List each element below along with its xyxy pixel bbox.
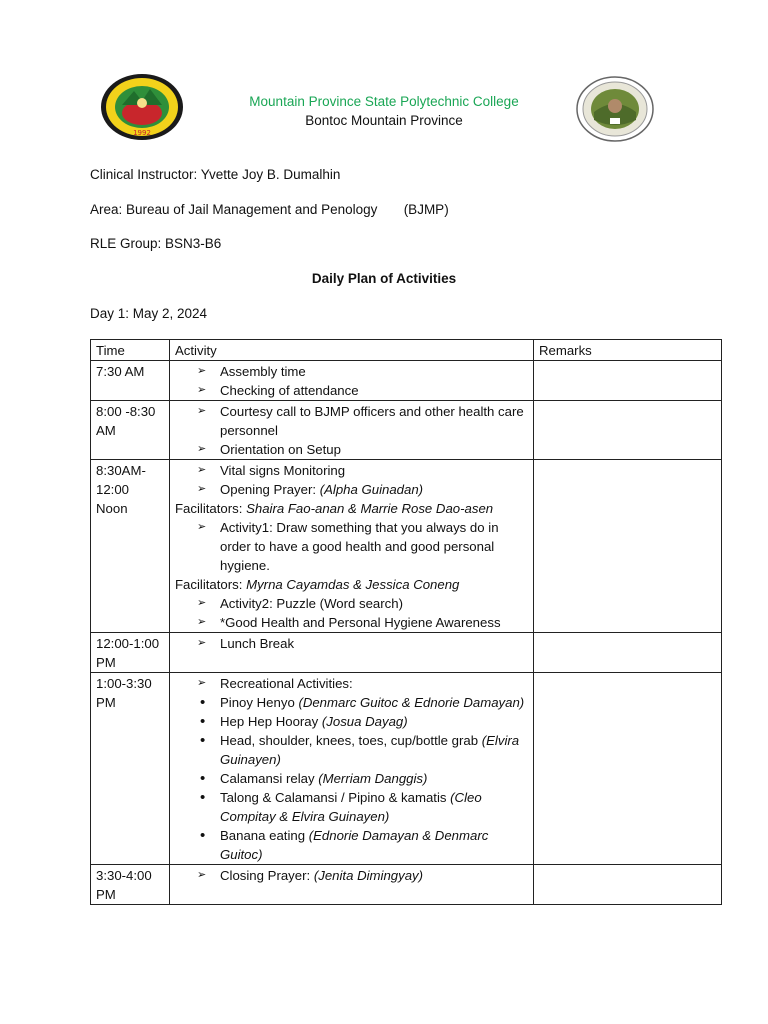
activity-item bbox=[175, 518, 528, 575]
table-row bbox=[91, 865, 722, 905]
rle-group: RLE Group: BSN3-B6 bbox=[90, 236, 222, 251]
arrow-bullet-icon: ➢ bbox=[197, 384, 207, 396]
activity-item bbox=[175, 480, 528, 499]
header-remarks: Remarks bbox=[534, 340, 722, 361]
arrow-bullet-icon: ➢ bbox=[197, 365, 207, 377]
table-header-row bbox=[91, 340, 722, 361]
facilitators-line bbox=[175, 499, 528, 518]
activity-cell bbox=[170, 401, 534, 460]
arrow-bullet-icon: ➢ bbox=[197, 637, 207, 649]
item-text: Banana eating bbox=[220, 828, 309, 843]
activity-item bbox=[175, 674, 528, 693]
arrow-bullet-icon: ➢ bbox=[197, 597, 207, 609]
activity-item bbox=[175, 381, 528, 400]
item-text: Vital signs Monitoring bbox=[220, 463, 346, 478]
arrow-bullet-icon: ➢ bbox=[197, 521, 207, 533]
arrow-bullet-icon: ➢ bbox=[197, 405, 207, 417]
activities-table bbox=[90, 339, 722, 905]
arrow-bullet-icon: ➢ bbox=[197, 483, 207, 495]
item-text: Facilitators: bbox=[175, 501, 247, 516]
time-cell: 8:30AM-12:00 Noon bbox=[91, 460, 170, 633]
arrow-bullet-icon: ➢ bbox=[197, 443, 207, 455]
item-text: Calamansi relay bbox=[220, 771, 319, 786]
item-names: (Jenita Dimingyay) bbox=[313, 868, 424, 883]
activity-item bbox=[175, 731, 528, 769]
activity-item bbox=[175, 769, 528, 788]
activity-item bbox=[175, 461, 528, 480]
college-location: Bontoc Mountain Province bbox=[305, 113, 463, 128]
item-text: Courtesy call to BJMP officers and other health care personnel bbox=[220, 404, 524, 438]
item-names: (Merriam Danggis) bbox=[318, 771, 428, 786]
header-activity: Activity bbox=[170, 340, 534, 361]
item-names: Shaira Fao-anan & Marrie Rose Dao-asen bbox=[246, 501, 494, 516]
svg-text:1992: 1992 bbox=[133, 129, 151, 137]
activity-cell bbox=[170, 673, 534, 865]
item-text: Pinoy Henyo bbox=[220, 695, 299, 710]
item-text: Opening Prayer: bbox=[220, 482, 320, 497]
activity-item bbox=[175, 788, 528, 826]
time-cell: 3:30-4:00 PM bbox=[91, 865, 170, 905]
area-line: Area: Bureau of Jail Management and Penology (BJMP) bbox=[90, 202, 449, 217]
item-text: Closing Prayer: bbox=[220, 868, 314, 883]
clinical-instructor: Clinical Instructor: Yvette Joy B. Dumalhin bbox=[90, 167, 341, 182]
arrow-bullet-icon: ➢ bbox=[197, 869, 207, 881]
time-cell: 1:00-3:30 PM bbox=[91, 673, 170, 865]
nursing-seal-logo bbox=[576, 76, 654, 142]
remarks-cell bbox=[534, 460, 722, 633]
bullet-icon: • bbox=[200, 827, 206, 844]
remarks-cell bbox=[534, 865, 722, 905]
arrow-bullet-icon: ➢ bbox=[197, 677, 207, 689]
bullet-icon: • bbox=[200, 694, 206, 711]
time-cell: 8:00 -8:30 AM bbox=[91, 401, 170, 460]
activity-cell bbox=[170, 460, 534, 633]
day-date: Day 1: May 2, 2024 bbox=[90, 306, 208, 321]
item-text: Orientation on Setup bbox=[220, 442, 341, 457]
time-cell: 7:30 AM bbox=[91, 361, 170, 401]
item-names: (Josua Dayag) bbox=[321, 714, 408, 729]
item-text: Checking of attendance bbox=[220, 383, 359, 398]
table-row bbox=[91, 673, 722, 865]
arrow-bullet-icon: ➢ bbox=[197, 616, 207, 628]
table-row bbox=[91, 633, 722, 673]
activity-item bbox=[175, 402, 528, 440]
item-text: Head, shoulder, knees, toes, cup/bottle grab bbox=[220, 733, 482, 748]
item-text: Assembly time bbox=[220, 364, 306, 379]
bullet-icon: • bbox=[200, 770, 206, 787]
activity-cell bbox=[170, 865, 534, 905]
item-names: (Alpha Guinadan) bbox=[319, 482, 424, 497]
item-names: Myrna Cayamdas & Jessica Coneng bbox=[246, 577, 460, 592]
item-text: Activity1: Draw something that you always do in order to have a good health and good personal hygiene. bbox=[220, 520, 499, 573]
item-names: (Cleo Compitay & Elvira Guinayen) bbox=[220, 790, 482, 824]
item-text: Facilitators: bbox=[175, 577, 247, 592]
activity-item bbox=[175, 866, 528, 885]
facilitators-line bbox=[175, 575, 528, 594]
arrow-bullet-icon: ➢ bbox=[197, 464, 207, 476]
activity-item bbox=[175, 693, 528, 712]
remarks-cell bbox=[534, 633, 722, 673]
item-text: Lunch Break bbox=[220, 636, 295, 651]
document-title: Daily Plan of Activities bbox=[311, 271, 457, 286]
activity-cell bbox=[170, 361, 534, 401]
item-text: Talong & Calamansi / Pipino & kamatis bbox=[220, 790, 451, 805]
table-row bbox=[91, 361, 722, 401]
bullet-icon: • bbox=[200, 732, 206, 749]
bullet-icon: • bbox=[200, 789, 206, 806]
activity-item bbox=[175, 362, 528, 381]
item-text: Recreational Activities: bbox=[220, 676, 353, 691]
college-name: Mountain Province State Polytechnic College bbox=[249, 94, 519, 109]
bullet-icon: • bbox=[200, 713, 206, 730]
remarks-cell bbox=[534, 361, 722, 401]
header-time: Time bbox=[91, 340, 170, 361]
remarks-cell bbox=[534, 401, 722, 460]
activity-item bbox=[175, 613, 528, 632]
item-text: *Good Health and Personal Hygiene Awareness bbox=[220, 615, 501, 630]
time-cell: 12:00-1:00 PM bbox=[91, 633, 170, 673]
item-text: Activity2: Puzzle (Word search) bbox=[220, 596, 403, 611]
table-row bbox=[91, 401, 722, 460]
activity-item bbox=[175, 826, 528, 864]
activity-cell bbox=[170, 633, 534, 673]
table-row bbox=[91, 460, 722, 633]
activity-item bbox=[175, 712, 528, 731]
item-names: (Ednorie Damayan & Denmarc Guitoc) bbox=[220, 828, 489, 862]
activity-item bbox=[175, 634, 528, 653]
item-names: (Elvira Guinayen) bbox=[220, 733, 520, 767]
item-names: (Denmarc Guitoc & Ednorie Damayan) bbox=[298, 695, 525, 710]
item-text: Hep Hep Hooray bbox=[220, 714, 322, 729]
remarks-cell bbox=[534, 673, 722, 865]
activity-item bbox=[175, 440, 528, 459]
activity-item bbox=[175, 594, 528, 613]
